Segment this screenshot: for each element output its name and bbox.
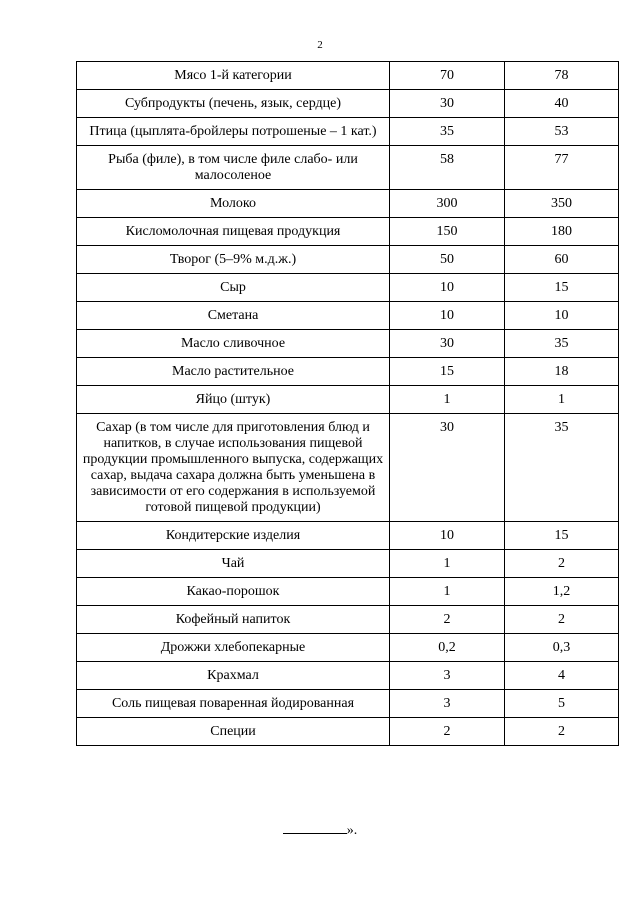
value-b-cell: 35 (505, 330, 619, 358)
value-a-cell: 3 (390, 662, 505, 690)
product-name-cell: Кондитерские изделия (77, 522, 390, 550)
value-b-cell: 18 (505, 358, 619, 386)
product-name-cell: Масло сливочное (77, 330, 390, 358)
table-row (77, 358, 619, 386)
product-name-cell: Дрожжи хлебопекарные (77, 634, 390, 662)
table-body (77, 62, 619, 746)
product-name-cell: Субпродукты (печень, язык, сердце) (77, 90, 390, 118)
table-row (77, 522, 619, 550)
food-norms-table (76, 61, 619, 746)
product-name-cell: Соль пищевая поваренная йодированная (77, 690, 390, 718)
product-name-cell: Кофейный напиток (77, 606, 390, 634)
closing-line (0, 823, 640, 839)
value-b-cell: 10 (505, 302, 619, 330)
value-b-cell: 2 (505, 550, 619, 578)
table-row (77, 274, 619, 302)
table-row (77, 578, 619, 606)
product-name-cell: Специи (77, 718, 390, 746)
table-row (77, 690, 619, 718)
product-name-cell: Молоко (77, 190, 390, 218)
value-b-cell: 15 (505, 274, 619, 302)
value-a-cell: 50 (390, 246, 505, 274)
value-a-cell: 30 (390, 414, 505, 522)
value-a-cell: 58 (390, 146, 505, 190)
value-a-cell: 70 (390, 62, 505, 90)
value-a-cell: 1 (390, 578, 505, 606)
page-number: 2 (317, 39, 323, 51)
table-row (77, 118, 619, 146)
product-name-cell: Какао-порошок (77, 578, 390, 606)
product-name-cell: Сахар (в том числе для приготовления блюд и напитков, в случае использования пищевой продукции промышленного выпуска, содержащих сахар, выдача сахара должна быть уменьшена в зависимости от его содержания в используемой готовой пищевой продукции) (77, 414, 390, 522)
table-row (77, 218, 619, 246)
product-name-cell: Крахмал (77, 662, 390, 690)
value-b-cell: 78 (505, 62, 619, 90)
product-name-cell: Яйцо (штук) (77, 386, 390, 414)
product-name-cell: Творог (5–9% м.д.ж.) (77, 246, 390, 274)
value-a-cell: 3 (390, 690, 505, 718)
closing-quote: ». (346, 823, 358, 838)
table-row (77, 634, 619, 662)
value-a-cell: 10 (390, 302, 505, 330)
value-a-cell: 30 (390, 90, 505, 118)
table-row (77, 386, 619, 414)
product-name-cell: Мясо 1-й категории (77, 62, 390, 90)
value-a-cell: 35 (390, 118, 505, 146)
value-b-cell: 60 (505, 246, 619, 274)
product-name-cell: Сыр (77, 274, 390, 302)
table-row (77, 302, 619, 330)
value-a-cell: 2 (390, 606, 505, 634)
product-name-cell: Рыба (филе), в том числе филе слабо- или малосоленое (77, 146, 390, 190)
product-name-cell: Птица (цыплята-бройлеры потрошеные – 1 кат.) (77, 118, 390, 146)
value-a-cell: 10 (390, 274, 505, 302)
table-row (77, 718, 619, 746)
value-b-cell: 53 (505, 118, 619, 146)
table-row (77, 62, 619, 90)
value-a-cell: 2 (390, 718, 505, 746)
value-b-cell: 5 (505, 690, 619, 718)
value-b-cell: 350 (505, 190, 619, 218)
value-b-cell: 2 (505, 606, 619, 634)
table-row (77, 246, 619, 274)
product-name-cell: Чай (77, 550, 390, 578)
value-a-cell: 10 (390, 522, 505, 550)
value-a-cell: 0,2 (390, 634, 505, 662)
value-a-cell: 1 (390, 550, 505, 578)
value-b-cell: 2 (505, 718, 619, 746)
value-b-cell: 180 (505, 218, 619, 246)
value-a-cell: 1 (390, 386, 505, 414)
table-row (77, 662, 619, 690)
table-row (77, 330, 619, 358)
product-name-cell: Масло растительное (77, 358, 390, 386)
value-b-cell: 35 (505, 414, 619, 522)
value-a-cell: 300 (390, 190, 505, 218)
value-b-cell: 15 (505, 522, 619, 550)
table-row (77, 90, 619, 118)
value-b-cell: 1,2 (505, 578, 619, 606)
table-row (77, 146, 619, 190)
value-b-cell: 77 (505, 146, 619, 190)
table-row (77, 414, 619, 522)
value-a-cell: 150 (390, 218, 505, 246)
table-row (77, 606, 619, 634)
value-b-cell: 0,3 (505, 634, 619, 662)
table-row (77, 550, 619, 578)
product-name-cell: Кисломолочная пищевая продукция (77, 218, 390, 246)
value-a-cell: 15 (390, 358, 505, 386)
value-b-cell: 40 (505, 90, 619, 118)
signature-underline (283, 823, 347, 834)
product-name-cell: Сметана (77, 302, 390, 330)
value-a-cell: 30 (390, 330, 505, 358)
value-b-cell: 1 (505, 386, 619, 414)
table-row (77, 190, 619, 218)
value-b-cell: 4 (505, 662, 619, 690)
